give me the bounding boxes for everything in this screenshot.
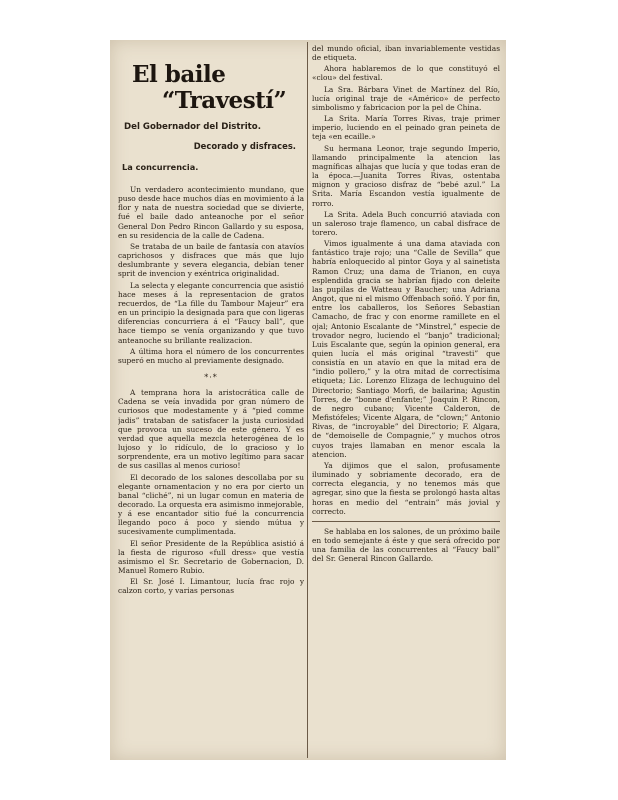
paragraph: Se hablaba en los salones, de un próximo baile en todo semejante á éste y que será ofrecido por una familia de las concurrentes al “Faucy ball” del Sr. General Rincon Gallardo.: [312, 526, 500, 564]
paragraph: A temprana hora la aristocrática calle de Cadena se veía invadida por gran número de curiosos que modestamente y á “pied comme jadis” trataban de satisfacer la justa curiosidad que provoca un suceso de este género. Y es verdad que aquella mezcla heterogénea de lo lujoso y lo ridículo, de lo gracioso y lo sorprendente, era un motivo legítimo para sacar de sus casillas al menos curioso!: [118, 388, 304, 471]
column-divider: [307, 42, 308, 758]
newspaper-clipping: [110, 40, 506, 760]
paragraph: A última hora el número de los concurrentes superó en mucho al previamente designado.: [118, 346, 304, 365]
paragraph: La selecta y elegante concurrencia que asistió hace meses á la representacion de gratos recuerdos, de “La fille du Tambour Majeur” era en un principio la designada para que con ligeras diferencias concurriera á el “Faucy ball”, que hace tiempo se venía organizando y que tuvo anteanoche su brillante realizacion.: [118, 280, 304, 345]
paragraph: del mundo oficial, iban invariablemente vestidas de etiqueta.: [312, 44, 500, 63]
paragraph: Vimos igualmente á una dama ataviada con fantástico traje rojo; una “Calle de Sevilla” que habría enloquecido al pintor Goya y al sainetista Ramon Cruz; una dama de Trianon, en cuya esplendida gracia se habrían fijado con deleite las pupilas de Watteau y Baucher; una Adriana Angot, que ni el mismo Offenbach soñó. Y por fin, entre los caballeros, los Señores Sebastian Camacho, de frac y con enorme ramillete en el ojal; Antonio Escalante de “Minstrel,” especie de trovador negro, luciendo el “banjo” tradicional; Luis Escalante que, según la opinion general, era quien lucía el más original “travesti” que consistía en un atavío en que la mitad era de “indio pollero,” y la otra mitad de correctísima etiqueta; Lic. Lorenzo Elizaga de lechuguino del Directorio; Santiago Morfi, de bailarina; Agustin Torres, de “bonne d'enfante;” Joaquin P. Rincon, de negro cubano; Vicente Calderon, de Mefistófeles; Vicente Algara, de “clown;” Antonio Rivas, de “incroyable” del Directorio; F. Algara, de “demoiselle de Compagnie,” y muchos otros cuyos trajes llamaban en menor escala la atencion.: [312, 239, 500, 459]
paragraph: Ya dijimos que el salon, profusamente iluminado y sobriamente decorado, era de correcta elegancia, y no tenemos más que agregar, sino que la fiesta se prolongó hasta altas horas en medio del “entrain” más jovial y correcto.: [312, 460, 500, 516]
paragraph: El señor Presidente de la República asistió á la fiesta de riguroso «full dress» que vestía asimismo el Sr. Secretario de Gobernacion, D. Manuel Romero Rubio.: [118, 538, 304, 576]
paragraph: Ahora hablaremos de lo que constituyó el «clou» del festival.: [312, 64, 500, 83]
section-heading: La concurrencia.: [122, 162, 199, 172]
subsection-heading: Decorado y disfraces.: [193, 141, 296, 151]
right-column: [312, 44, 500, 756]
paragraph: El Sr. José I. Limantour, lucía frac rojo y calzon corto, y varias personas: [118, 577, 304, 596]
left-column: [118, 44, 304, 756]
paragraph: Se trataba de un baile de fantasía con atavíos caprichosos y disfraces que más que lujo deslumbrante y severa elegancia, debían tener sprit de invencion y exéntrica originalidad.: [118, 241, 304, 279]
section-ornament: *·*: [204, 372, 218, 382]
paragraph: La Sra. Bárbara Vinet de Martínez del Río, lucía original traje de «Américo» de perfecto simbolismo y fabricacion por la pel de China.: [312, 84, 500, 112]
paragraph: Su hermana Leonor, traje segundo Imperio, llamando principalmente la atencion las magníficas alhajas que lucía y que todas eran de la época.—Juanita Torres Rivas, ostentaba mignon y gracioso disfraz de “bebé azul.” La Srita. María Escandon vestía igualmente de rorro.: [312, 143, 500, 208]
paragraph: La Srita. Adela Buch concurrió ataviada con un saleroso traje flamenco, un cabal disfrace de torero.: [312, 209, 500, 237]
headline-line-2: “Travestí”: [162, 87, 287, 114]
article-subtitle: Del Gobernador del Distrito.: [124, 122, 261, 132]
headline-line-1: El baile: [132, 61, 226, 88]
paragraph: La Srita. María Torres Rivas, traje primer imperio, luciendo en el peinado gran peineta de teja «en ecaille.»: [312, 114, 500, 142]
paragraph: Un verdadero acontecimiento mundano, que puso desde hace muchos días en movimiento á la flor y nata de nuestra sociedad que se divierte, fué el baile dado anteanoche por el señor General Don Pedro Rincon Gallardo y su esposa, en su residencia de la calle de Cadena.: [118, 185, 304, 240]
paragraph-rule: [312, 521, 500, 522]
paragraph: El decorado de los salones descollaba por su elegante ornamentacion y no era por cierto un banal “cliché”, ni un lugar comun en materia de decorado. La orquesta era asimismo inmejorable, y á ese encantador sitio fué la concurrencia llegando poco á poco y siendo mútua y sucesivamente cumplimentada.: [118, 472, 304, 537]
